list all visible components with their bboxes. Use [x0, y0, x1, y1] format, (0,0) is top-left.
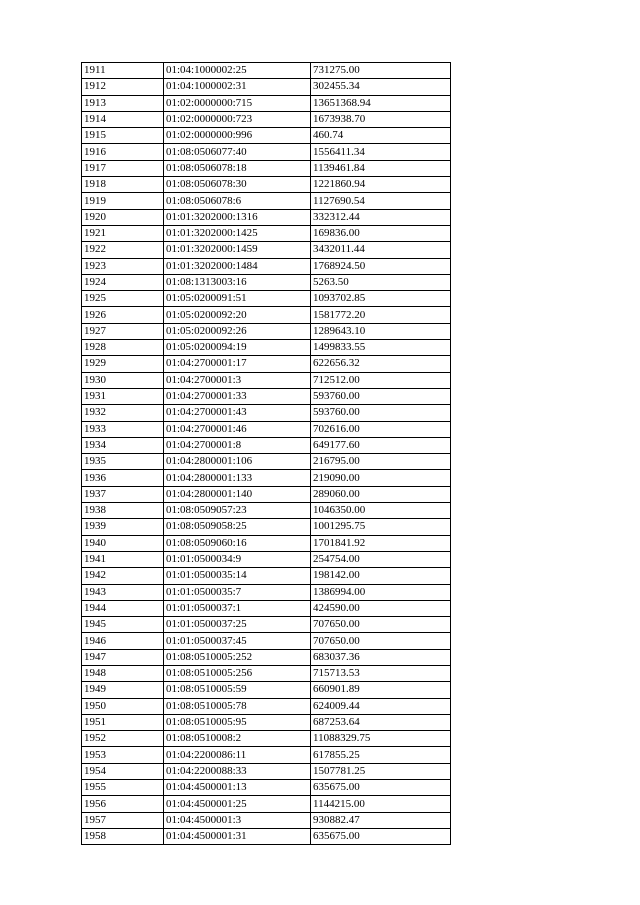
- cadastral-number-cell: 01:08:0506078:18: [164, 160, 311, 176]
- cadastral-number-cell: 01:04:2800001:106: [164, 454, 311, 470]
- row-number-cell: 1918: [82, 177, 164, 193]
- table-row: [82, 551, 451, 567]
- cadastral-number-cell: 01:01:0500035:14: [164, 568, 311, 584]
- cadastral-number-cell: 01:04:2200086:11: [164, 747, 311, 763]
- row-number-cell: 1928: [82, 340, 164, 356]
- row-number-cell: 1914: [82, 111, 164, 127]
- cadastral-number-cell: 01:01:0500037:25: [164, 617, 311, 633]
- table-row: [82, 633, 451, 649]
- row-number-cell: 1921: [82, 225, 164, 241]
- row-number-cell: 1956: [82, 796, 164, 812]
- value-cell: 649177.60: [311, 437, 451, 453]
- row-number-cell: 1944: [82, 600, 164, 616]
- table-row: [82, 535, 451, 551]
- table-row: [82, 274, 451, 290]
- table-row: [82, 503, 451, 519]
- row-number-cell: 1925: [82, 291, 164, 307]
- cadastral-number-cell: 01:04:2700001:3: [164, 372, 311, 388]
- cadastral-number-cell: 01:08:0510005:59: [164, 682, 311, 698]
- cadastral-number-cell: 01:04:4500001:13: [164, 780, 311, 796]
- value-cell: 635675.00: [311, 828, 451, 844]
- row-number-cell: 1933: [82, 421, 164, 437]
- table-row: [82, 95, 451, 111]
- table-row: [82, 209, 451, 225]
- row-number-cell: 1948: [82, 665, 164, 681]
- table-row: [82, 796, 451, 812]
- value-cell: 1001295.75: [311, 519, 451, 535]
- table-row: [82, 568, 451, 584]
- table-row: [82, 356, 451, 372]
- value-cell: 593760.00: [311, 388, 451, 404]
- row-number-cell: 1942: [82, 568, 164, 584]
- cadastral-number-cell: 01:04:2200088:33: [164, 763, 311, 779]
- value-cell: 1139461.84: [311, 160, 451, 176]
- value-cell: 617855.25: [311, 747, 451, 763]
- row-number-cell: 1957: [82, 812, 164, 828]
- cadastral-number-cell: 01:02:0000000:996: [164, 128, 311, 144]
- cadastral-number-cell: 01:08:0506077:40: [164, 144, 311, 160]
- row-number-cell: 1913: [82, 95, 164, 111]
- row-number-cell: 1926: [82, 307, 164, 323]
- value-cell: 11088329.75: [311, 731, 451, 747]
- table-row: [82, 421, 451, 437]
- table-row: [82, 291, 451, 307]
- value-cell: 712512.00: [311, 372, 451, 388]
- value-cell: 460.74: [311, 128, 451, 144]
- cadastral-number-cell: 01:05:0200092:26: [164, 323, 311, 339]
- cadastral-number-cell: 01:04:4500001:31: [164, 828, 311, 844]
- value-cell: 1046350.00: [311, 503, 451, 519]
- data-table: [81, 62, 451, 845]
- value-cell: 624009.44: [311, 698, 451, 714]
- row-number-cell: 1952: [82, 731, 164, 747]
- table-row: [82, 731, 451, 747]
- table-row: [82, 111, 451, 127]
- value-cell: 289060.00: [311, 486, 451, 502]
- table-row: [82, 144, 451, 160]
- table-row: [82, 307, 451, 323]
- row-number-cell: 1945: [82, 617, 164, 633]
- cadastral-number-cell: 01:01:3202000:1459: [164, 242, 311, 258]
- cadastral-number-cell: 01:08:0506078:30: [164, 177, 311, 193]
- table-row: [82, 519, 451, 535]
- cadastral-number-cell: 01:08:0510008:2: [164, 731, 311, 747]
- row-number-cell: 1917: [82, 160, 164, 176]
- value-cell: 1144215.00: [311, 796, 451, 812]
- value-cell: 198142.00: [311, 568, 451, 584]
- table-row: [82, 63, 451, 79]
- cadastral-number-cell: 01:01:0500037:1: [164, 600, 311, 616]
- cadastral-number-cell: 01:01:3202000:1316: [164, 209, 311, 225]
- row-number-cell: 1924: [82, 274, 164, 290]
- cadastral-number-cell: 01:08:0510005:95: [164, 714, 311, 730]
- table-row: [82, 665, 451, 681]
- cadastral-number-cell: 01:08:1313003:16: [164, 274, 311, 290]
- cadastral-number-cell: 01:05:0200094:19: [164, 340, 311, 356]
- cadastral-number-cell: 01:08:0510005:78: [164, 698, 311, 714]
- cadastral-number-cell: 01:08:0510005:256: [164, 665, 311, 681]
- row-number-cell: 1923: [82, 258, 164, 274]
- row-number-cell: 1947: [82, 649, 164, 665]
- table-row: [82, 258, 451, 274]
- value-cell: 660901.89: [311, 682, 451, 698]
- cadastral-number-cell: 01:08:0509058:25: [164, 519, 311, 535]
- row-number-cell: 1931: [82, 388, 164, 404]
- value-cell: 1127690.54: [311, 193, 451, 209]
- row-number-cell: 1929: [82, 356, 164, 372]
- row-number-cell: 1927: [82, 323, 164, 339]
- row-number-cell: 1941: [82, 551, 164, 567]
- value-cell: 635675.00: [311, 780, 451, 796]
- row-number-cell: 1949: [82, 682, 164, 698]
- value-cell: 219090.00: [311, 470, 451, 486]
- table-row: [82, 470, 451, 486]
- row-number-cell: 1920: [82, 209, 164, 225]
- row-number-cell: 1951: [82, 714, 164, 730]
- cadastral-number-cell: 01:08:0509057:23: [164, 503, 311, 519]
- cadastral-number-cell: 01:02:0000000:715: [164, 95, 311, 111]
- cadastral-number-cell: 01:01:3202000:1484: [164, 258, 311, 274]
- cadastral-number-cell: 01:01:0500034:9: [164, 551, 311, 567]
- table-row: [82, 600, 451, 616]
- table-row: [82, 486, 451, 502]
- value-cell: 731275.00: [311, 63, 451, 79]
- table-row: [82, 405, 451, 421]
- table-row: [82, 177, 451, 193]
- value-cell: 424590.00: [311, 600, 451, 616]
- row-number-cell: 1937: [82, 486, 164, 502]
- row-number-cell: 1953: [82, 747, 164, 763]
- row-number-cell: 1958: [82, 828, 164, 844]
- value-cell: 1581772.20: [311, 307, 451, 323]
- value-cell: 1386994.00: [311, 584, 451, 600]
- table-row: [82, 698, 451, 714]
- value-cell: 1768924.50: [311, 258, 451, 274]
- table-row: [82, 388, 451, 404]
- cadastral-number-cell: 01:01:3202000:1425: [164, 225, 311, 241]
- row-number-cell: 1938: [82, 503, 164, 519]
- table-row: [82, 340, 451, 356]
- value-cell: 593760.00: [311, 405, 451, 421]
- table-row: [82, 812, 451, 828]
- cadastral-number-cell: 01:05:0200092:20: [164, 307, 311, 323]
- table-row: [82, 323, 451, 339]
- value-cell: 1556411.34: [311, 144, 451, 160]
- value-cell: 5263.50: [311, 274, 451, 290]
- cadastral-number-cell: 01:02:0000000:723: [164, 111, 311, 127]
- row-number-cell: 1955: [82, 780, 164, 796]
- value-cell: 1507781.25: [311, 763, 451, 779]
- table-row: [82, 193, 451, 209]
- table-row: [82, 79, 451, 95]
- cadastral-number-cell: 01:01:0500037:45: [164, 633, 311, 649]
- row-number-cell: 1922: [82, 242, 164, 258]
- table-row: [82, 714, 451, 730]
- value-cell: 332312.44: [311, 209, 451, 225]
- table-row: [82, 160, 451, 176]
- row-number-cell: 1939: [82, 519, 164, 535]
- table-row: [82, 828, 451, 844]
- value-cell: 707650.00: [311, 617, 451, 633]
- cadastral-number-cell: 01:04:2800001:140: [164, 486, 311, 502]
- table-body: [82, 63, 451, 845]
- value-cell: 683037.36: [311, 649, 451, 665]
- row-number-cell: 1934: [82, 437, 164, 453]
- row-number-cell: 1954: [82, 763, 164, 779]
- value-cell: 715713.53: [311, 665, 451, 681]
- value-cell: 216795.00: [311, 454, 451, 470]
- value-cell: 930882.47: [311, 812, 451, 828]
- row-number-cell: 1943: [82, 584, 164, 600]
- value-cell: 1499833.55: [311, 340, 451, 356]
- value-cell: 1221860.94: [311, 177, 451, 193]
- table-row: [82, 747, 451, 763]
- row-number-cell: 1935: [82, 454, 164, 470]
- value-cell: 1093702.85: [311, 291, 451, 307]
- value-cell: 1673938.70: [311, 111, 451, 127]
- table-row: [82, 617, 451, 633]
- row-number-cell: 1912: [82, 79, 164, 95]
- value-cell: 3432011.44: [311, 242, 451, 258]
- value-cell: 687253.64: [311, 714, 451, 730]
- value-cell: 254754.00: [311, 551, 451, 567]
- row-number-cell: 1930: [82, 372, 164, 388]
- row-number-cell: 1911: [82, 63, 164, 79]
- value-cell: 702616.00: [311, 421, 451, 437]
- row-number-cell: 1915: [82, 128, 164, 144]
- row-number-cell: 1919: [82, 193, 164, 209]
- table-row: [82, 649, 451, 665]
- value-cell: 13651368.94: [311, 95, 451, 111]
- cadastral-number-cell: 01:08:0509060:16: [164, 535, 311, 551]
- cadastral-number-cell: 01:04:2700001:17: [164, 356, 311, 372]
- cadastral-number-cell: 01:04:2700001:8: [164, 437, 311, 453]
- cadastral-number-cell: 01:04:2700001:33: [164, 388, 311, 404]
- row-number-cell: 1936: [82, 470, 164, 486]
- table-row: [82, 372, 451, 388]
- table-row: [82, 437, 451, 453]
- cadastral-number-cell: 01:04:2700001:46: [164, 421, 311, 437]
- cadastral-number-cell: 01:04:1000002:25: [164, 63, 311, 79]
- row-number-cell: 1932: [82, 405, 164, 421]
- cadastral-number-cell: 01:05:0200091:51: [164, 291, 311, 307]
- value-cell: 707650.00: [311, 633, 451, 649]
- cadastral-number-cell: 01:04:2800001:133: [164, 470, 311, 486]
- cadastral-number-cell: 01:04:2700001:43: [164, 405, 311, 421]
- table-row: [82, 763, 451, 779]
- table-row: [82, 128, 451, 144]
- table-row: [82, 682, 451, 698]
- cadastral-number-cell: 01:04:1000002:31: [164, 79, 311, 95]
- table-row: [82, 780, 451, 796]
- value-cell: 169836.00: [311, 225, 451, 241]
- table-row: [82, 584, 451, 600]
- table-row: [82, 225, 451, 241]
- row-number-cell: 1940: [82, 535, 164, 551]
- table-row: [82, 242, 451, 258]
- cadastral-number-cell: 01:04:4500001:3: [164, 812, 311, 828]
- row-number-cell: 1950: [82, 698, 164, 714]
- row-number-cell: 1946: [82, 633, 164, 649]
- table-row: [82, 454, 451, 470]
- cadastral-number-cell: 01:08:0506078:6: [164, 193, 311, 209]
- value-cell: 302455.34: [311, 79, 451, 95]
- cadastral-number-cell: 01:01:0500035:7: [164, 584, 311, 600]
- value-cell: 622656.32: [311, 356, 451, 372]
- value-cell: 1701841.92: [311, 535, 451, 551]
- cadastral-number-cell: 01:08:0510005:252: [164, 649, 311, 665]
- cadastral-number-cell: 01:04:4500001:25: [164, 796, 311, 812]
- row-number-cell: 1916: [82, 144, 164, 160]
- value-cell: 1289643.10: [311, 323, 451, 339]
